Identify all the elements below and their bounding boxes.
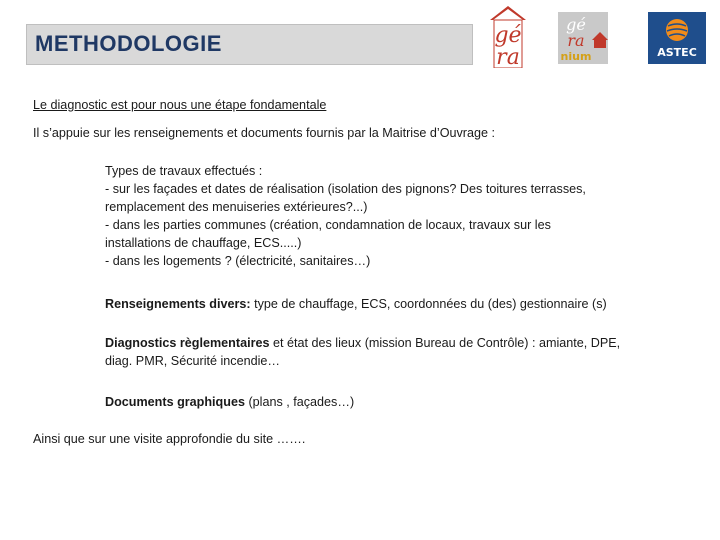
renseignements-bold: Renseignements divers: — [105, 297, 251, 311]
astec-logo-text: ASTEC — [657, 46, 697, 59]
documents-rest: (plans , façades…) — [244, 395, 355, 409]
gera-logo-text-1: gé — [494, 23, 522, 48]
gera-logo — [490, 6, 526, 68]
documents-bold: Documents graphiques — [105, 395, 245, 409]
geranium-logo-text-1: gé — [566, 15, 586, 34]
works-line-1: - sur les façades et dates de réalisation (isolation des pignons? Des toitures terrasses, — [105, 182, 586, 196]
diagnostics-bold: Diagnostics règlementaires — [105, 336, 270, 350]
works-line-5: - dans les logements ? (électricité, sanitaires…) — [105, 254, 371, 268]
gera-logo-text-2: ra — [496, 45, 520, 68]
diagnostics-paragraph — [105, 334, 620, 352]
closing-sentence: Ainsi que sur une visite approfondie du site ……. — [33, 432, 306, 446]
works-heading: Types de travaux effectués : — [105, 164, 263, 178]
diagnostics-line-2: diag. PMR, Sécurité incendie… — [105, 354, 280, 368]
title-bar — [26, 24, 473, 65]
works-line-2: remplacement des menuiseries extérieures?...) — [105, 200, 368, 214]
intro-underlined: Le diagnostic est pour nous une étape fondamentale — [33, 98, 327, 112]
intro-sentence: Il s’appuie sur les renseignements et documents fournis par la Maitrise d’Ouvrage : — [33, 126, 495, 140]
documents-paragraph — [105, 393, 354, 411]
geranium-logo-text-2: ra — [567, 31, 585, 50]
renseignements-rest: type de chauffage, ECS, coordonnées du (des) gestionnaire (s) — [250, 297, 607, 311]
geranium-logo-text-3: nium — [560, 50, 592, 63]
works-line-3: - dans les parties communes (création, condamnation de locaux, travaux sur les — [105, 218, 551, 232]
geranium-logo — [558, 12, 608, 64]
page-title: METHODOLOGIE — [35, 31, 222, 56]
renseignements-paragraph — [105, 295, 607, 313]
works-line-4: installations de chauffage, ECS.....) — [105, 236, 302, 250]
diagnostics-rest: et état des lieux (mission Bureau de Contrôle) : amiante, DPE, — [269, 336, 621, 350]
astec-logo — [648, 12, 706, 64]
